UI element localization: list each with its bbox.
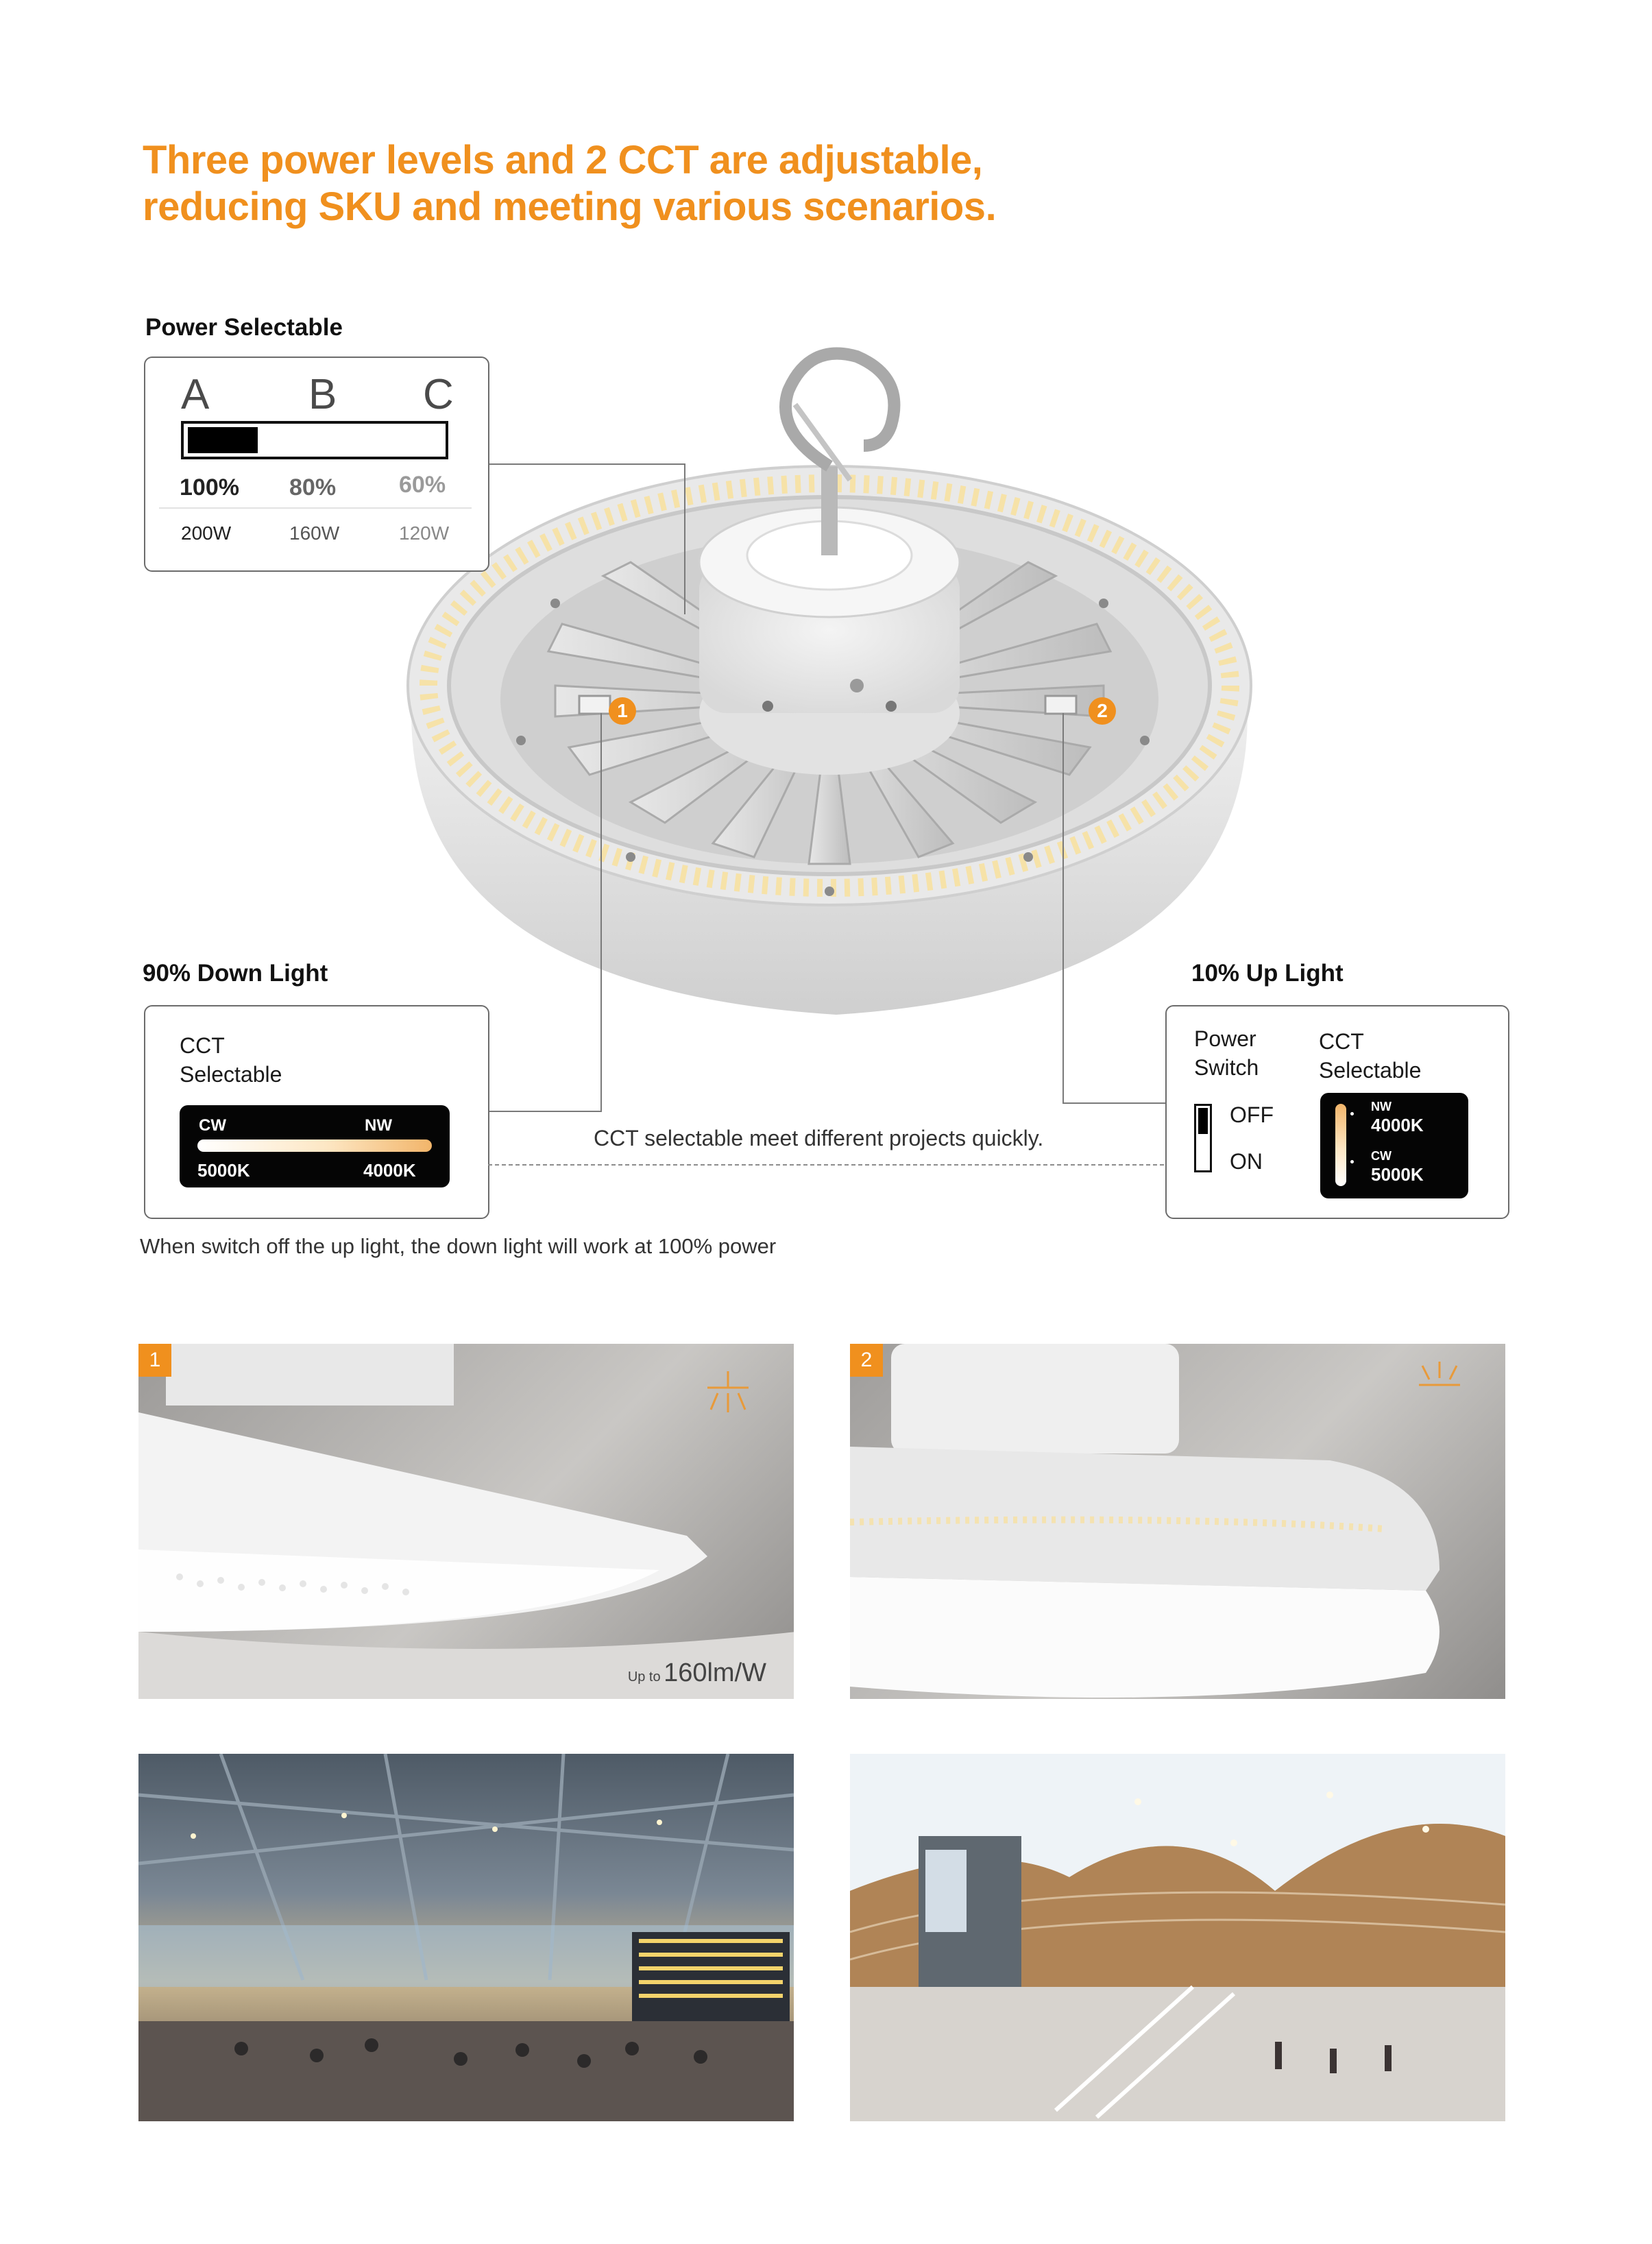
divider	[159, 507, 472, 509]
headline-line-1: Three power levels and 2 CCT are adjustable,	[143, 138, 983, 182]
up-cct-card	[1320, 1093, 1468, 1198]
railway-station-photo	[850, 1754, 1505, 2121]
power-percent: 60%	[399, 472, 446, 498]
power-level-letter: C	[423, 371, 454, 418]
up-light-panel	[1165, 1005, 1509, 1219]
leader-line	[684, 463, 685, 614]
toggle-knob[interactable]	[1198, 1108, 1208, 1134]
power-watt: 200W	[181, 522, 232, 544]
cw-label: CW	[1371, 1149, 1392, 1163]
up-cct-selectable-label	[1319, 1027, 1421, 1085]
cw-temp: 5000K	[1371, 1164, 1424, 1185]
power-watt: 120W	[399, 522, 450, 544]
bullet	[1350, 1112, 1354, 1115]
cct-label: CCT	[180, 1033, 225, 1058]
cct-gradient-slider[interactable]	[197, 1139, 432, 1152]
cw-temp: 5000K	[197, 1160, 250, 1181]
photo-tag-2: 2	[850, 1344, 883, 1377]
dashed-connector	[488, 1164, 1171, 1166]
cct-label: CCT	[1319, 1029, 1364, 1054]
up-light-title: 10% Up Light	[1191, 960, 1344, 987]
down-light-title: 90% Down Light	[143, 960, 328, 987]
efficacy-label	[628, 1658, 766, 1688]
station-scene	[850, 1754, 1505, 2121]
airport-terminal-photo	[138, 1754, 794, 2121]
power-percent: 100%	[180, 474, 239, 500]
nw-temp: 4000K	[1371, 1115, 1424, 1135]
marker-2-badge: 2	[1089, 697, 1116, 725]
power-watt: 160W	[289, 522, 340, 544]
dashed-note: CCT selectable meet different projects quickly.	[594, 1126, 1044, 1150]
power-selectable-title: Power Selectable	[145, 314, 343, 341]
power-switch-label	[1194, 1024, 1259, 1082]
selectable-label: Selectable	[180, 1062, 282, 1087]
leader-line	[1062, 1102, 1171, 1104]
fixture-photo-2	[850, 1344, 1505, 1699]
leader-line	[487, 463, 685, 465]
leader-line	[600, 713, 602, 1111]
selectable-label: Selectable	[1319, 1058, 1422, 1083]
down-light-panel	[144, 1005, 489, 1219]
cct-selectable-label	[180, 1031, 282, 1089]
footnote: When switch off the up light, the down light will work at 100% power	[140, 1234, 777, 1258]
headline	[143, 137, 1308, 230]
photo-tag-1: 1	[138, 1344, 171, 1377]
terminal-scene	[138, 1754, 794, 2121]
cw-label: CW	[199, 1116, 226, 1135]
switch-label: Switch	[1194, 1055, 1259, 1080]
up-light-closeup-photo	[850, 1344, 1505, 1699]
efficacy-value: 160lm/W	[664, 1658, 766, 1687]
leader-line	[1062, 713, 1064, 1104]
nw-label: NW	[1371, 1100, 1392, 1113]
off-label: OFF	[1230, 1102, 1274, 1127]
power-selector-knob[interactable]	[188, 427, 258, 453]
headline-line-2: reducing SKU and meeting various scenarios.	[143, 184, 997, 229]
cct-vertical-slider[interactable]	[1335, 1104, 1346, 1186]
power-level-letter: A	[181, 371, 210, 418]
power-level-letter: B	[308, 371, 337, 418]
nw-label: NW	[365, 1116, 392, 1135]
power-selectable-panel	[144, 357, 489, 572]
leader-line	[488, 1111, 602, 1112]
nw-temp: 4000K	[363, 1160, 416, 1181]
power-label: Power	[1194, 1026, 1256, 1051]
power-percent: 80%	[289, 474, 337, 500]
cct-slider-card	[180, 1105, 450, 1187]
bullet	[1350, 1160, 1354, 1163]
on-label: ON	[1230, 1149, 1263, 1174]
marker-1-badge: 1	[609, 697, 636, 725]
power-selector-switch[interactable]	[181, 421, 448, 459]
up-light-power-toggle[interactable]	[1194, 1104, 1212, 1172]
fixture-photo-1	[138, 1344, 794, 1699]
efficacy-prefix: Up to	[627, 1669, 661, 1685]
down-light-closeup-photo	[138, 1344, 794, 1699]
high-bay-fixture-illustration	[384, 329, 1275, 1070]
